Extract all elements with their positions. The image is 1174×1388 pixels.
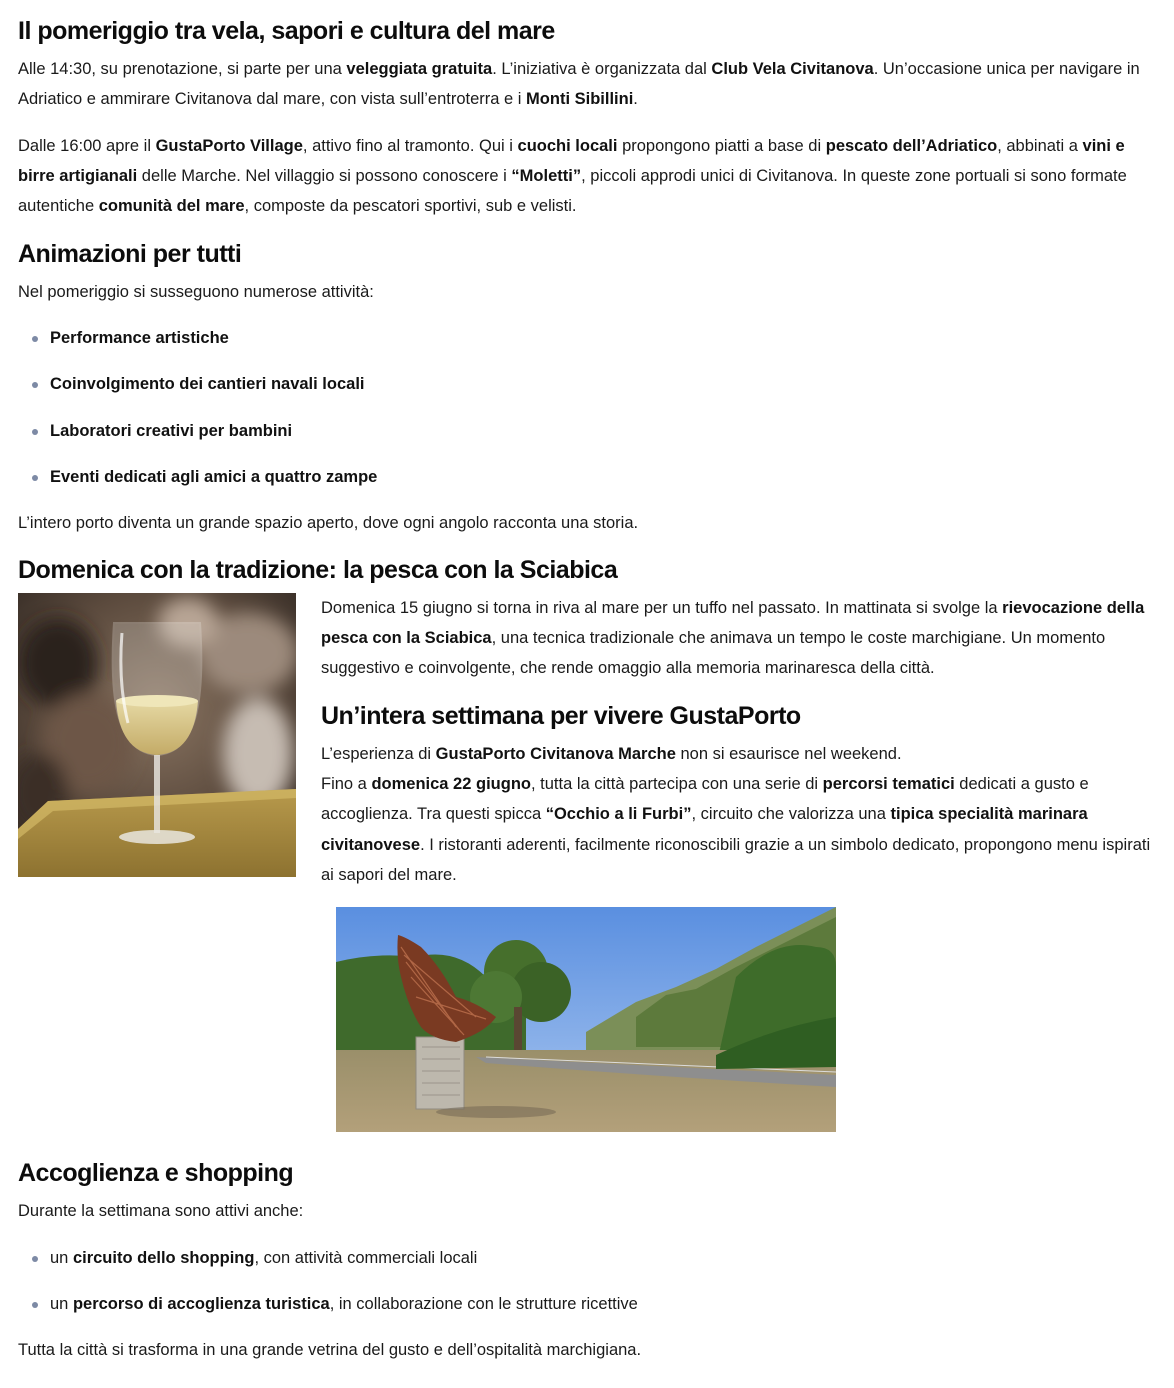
list-item: Laboratori creativi per bambini [18, 416, 1158, 446]
list-item: Performance artistiche [18, 323, 1158, 353]
section-heading-shopping: Accoglienza e shopping [18, 1159, 294, 1187]
sculpture-landscape-image [336, 907, 836, 1132]
paragraph-shopping-intro: Durante la settimana sono attivi anche: [18, 1202, 304, 1220]
list-item: un percorso di accoglienza turistica, in collaborazione con le strutture ricettive [18, 1289, 1158, 1319]
section-heading-animations: Animazioni per tutti [18, 240, 242, 268]
paragraph-port-outro: L’intero porto diventa un grande spazio aperto, dove ogni angolo racconta una storia. [18, 514, 639, 532]
paragraph-sailing: Alle 14:30, su prenotazione, si parte per una veleggiata gratuita. L’iniziativa è organizzata dal Club Vela Civitanova. Un’occasione unica per navigare in Adriatico e ammirare Civitanova dal mare, con vista sull’entroterra e i Monti Sibillini. [18, 60, 1140, 109]
paragraph-sciabica: Domenica 15 giugno si torna in riva al mare per un tuffo nel passato. In mattinata si svolge la rievocazione della pesca con la Sciabica, una tecnica tradizionale che animava un tempo le coste marchigiane. Un momento suggestivo e coinvolgente, che rende omaggio alla memoria marinaresca della città. [321, 599, 1145, 678]
list-item: Eventi dedicati agli amici a quattro zampe [18, 462, 1158, 492]
list-item: un circuito dello shopping, con attività commerciali locali [18, 1243, 1158, 1273]
section-heading-sunday-tradition: Domenica con la tradizione: la pesca con la Sciabica [18, 556, 618, 584]
wine-glass-image [18, 593, 296, 877]
list-item: Coinvolgimento dei cantieri navali locali [18, 369, 1158, 399]
section-heading-week: Un’intera settimana per vivere GustaPorto [321, 702, 801, 730]
shopping-list [18, 1243, 1158, 1336]
paragraph-village: Dalle 16:00 apre il GustaPorto Village, attivo fino al tramonto. Qui i cuochi locali propongono piatti a base di pescato dell’Adriatico, abbinati a vini e birre artigianali delle Marche. Nel villaggio si possono conoscere i “Moletti”, piccoli approdi unici di Civitanova. In queste zone portuali si sono formate autentiche comunità del mare, composte da pescatori sportivi, sub e velisti. [18, 137, 1127, 216]
activities-list [18, 323, 1158, 508]
paragraph-activities-intro: Nel pomeriggio si susseguono numerose attività: [18, 283, 374, 301]
section-heading-afternoon: Il pomeriggio tra vela, sapori e cultura del mare [18, 17, 555, 45]
paragraph-shopping-outro: Tutta la città si trasforma in una grande vetrina del gusto e dell’ospitalità marchigiana. [18, 1341, 642, 1359]
paragraph-week: L’esperienza di GustaPorto Civitanova Marche non si esaurisce nel weekend. Fino a domenica 22 giugno, tutta la città partecipa con una serie di percorsi tematici dedicati a gusto e accoglienza. Tra questi spicca “Occhio a li Furbi”, circuito che valorizza una tipica specialità marinara civitanovese. I ristoranti aderenti, facilmente riconoscibili grazie a un simbolo dedicato, propongono menu ispirati ai sapori del mare. [321, 745, 1151, 884]
